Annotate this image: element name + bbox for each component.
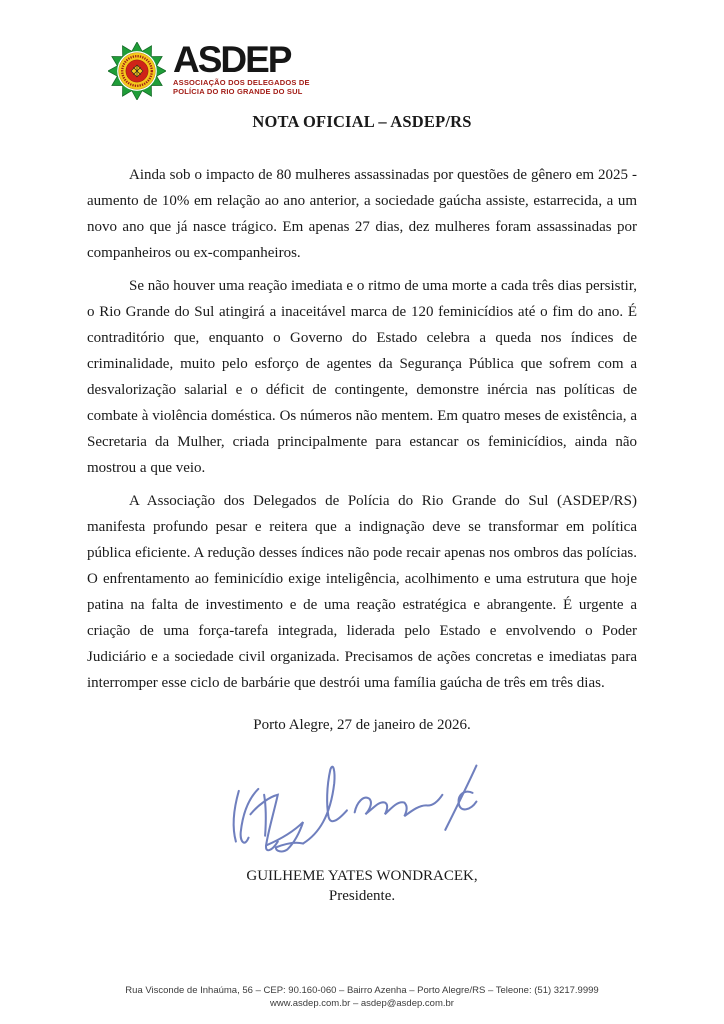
handwritten-signature-image [220, 750, 505, 862]
asdep-badge-icon [108, 42, 166, 100]
logo-subtitle [173, 78, 310, 96]
page-footer [0, 985, 724, 1010]
paragraph-2: Se não houver uma reação imediata e o ritmo de uma morte a cada três dias persistir, o Rio Grande do Sul atingirá a inaceitável marca de 120 feminicídios até o fim do ano. É contraditório que, enquanto o Governo do Estado celebra a queda nos índices de criminalidade, muito pelo esforço de agentes da Segurança Pública que sofrem com a desvalorização salarial e o déficit de contingente, demonstre inércia nas políticas de combate à violência doméstica. Os números não mentem. Em quatro meses de existência, a Secretaria da Mulher, criada principalmente para estancar os feminicídios, ainda não mostrou a que veio. [87, 278, 637, 476]
signer-name: GUILHEME YATES WONDRACEK, [246, 868, 478, 884]
footer-address-line: Rua Visconde de Inhaúma, 56 – CEP: 90.160-060 – Bairro Azenha – Porto Alegre/RS – Teleone: (51) 3217.9999 [125, 985, 599, 996]
logo-subtitle-line1: ASSOCIAÇÃO DOS DELEGADOS DE [173, 78, 310, 87]
signer-role: Presidente. [328, 888, 396, 904]
letter-content [87, 112, 637, 906]
dateline: Porto Alegre, 27 de janeiro de 2026. [253, 717, 471, 733]
document-title: NOTA OFICIAL – ASDEP/RS [252, 112, 472, 131]
paragraph-1: Ainda sob o impacto de 80 mulheres assassinadas por questões de gênero em 2025 - aumento de 10% em relação ao ano anterior, a sociedade gaúcha assiste, estarrecida, a um novo ano que já nasce trágico. Em apenas 27 dias, dez mulheres foram assassinadas por companheiros ou ex-companheiros. [87, 167, 637, 261]
paragraph-3: A Associação dos Delegados de Polícia do Rio Grande do Sul (ASDEP/RS) manifesta profundo pesar e reitera que a indignação deve se transformar em política pública eficiente. A redução desses índices não pode recair apenas nos ombros das polícias. O enfrentamento ao feminicídio exige inteligência, acolhimento e uma estrutura que hoje patina na falta de investimento e de uma reação estratégica e abrangente. É urgente a criação de uma força-tarefa integrada, liderada pelo Estado e envolvendo o Poder Judiciário e a sociedade civil organizada. Precisamos de ações concretas e imediatas para interromper esse ciclo de barbárie que destrói uma família gaúcha de três em três dias. [87, 493, 637, 691]
letterhead [108, 39, 310, 100]
logo-text-block [173, 39, 310, 96]
footer-contact-line: www.asdep.com.br – asdep@asdep.com.br [270, 997, 454, 1009]
logo-subtitle-line2: POLÍCIA DO RIO GRANDE DO SUL [173, 87, 303, 96]
signature-block [87, 750, 637, 906]
logo-acronym: ASDEP [173, 39, 291, 80]
